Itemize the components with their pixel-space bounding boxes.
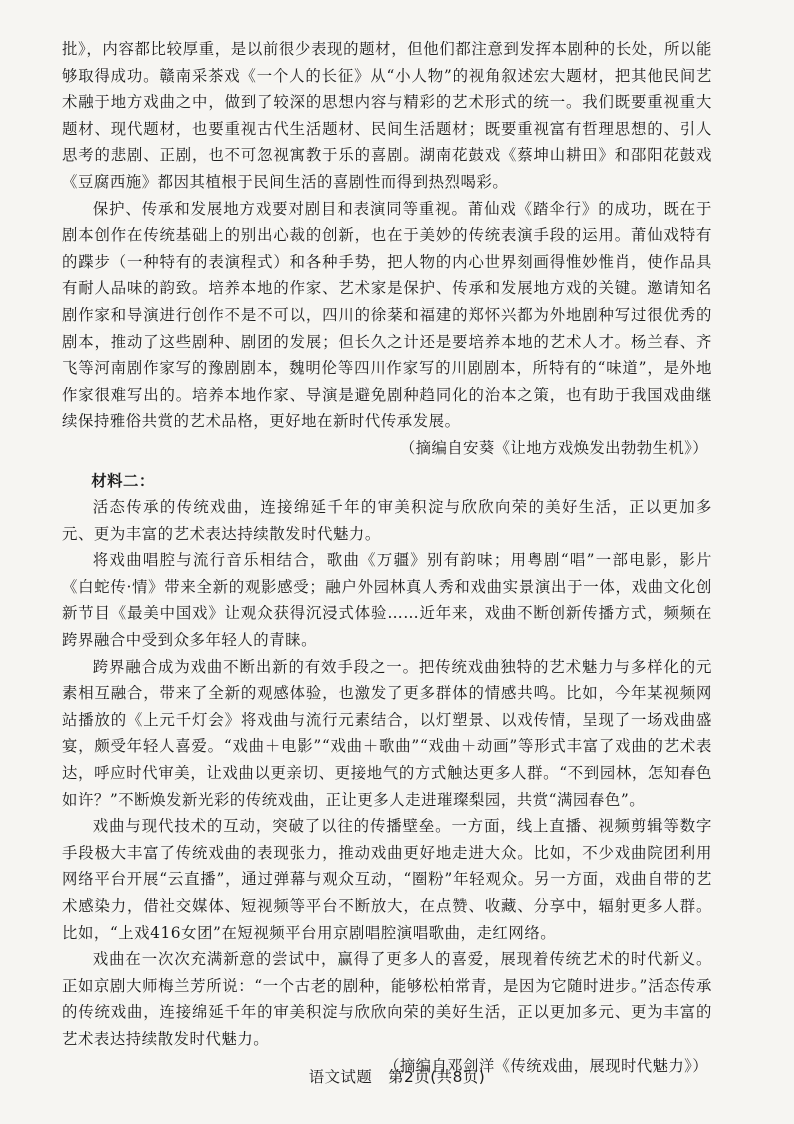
- material2-paragraph-5: 戏曲在一次次充满新意的尝试中，赢得了更多人的喜爱，展现着传统艺术的时代新义。正如京剧大师梅兰芳所说：“一个古老的剧种，能够松柏常青，是因为它随时进步。”活态传承的传统戏曲，连接绵延千年的审美积淀与欣欣向荣的美好生活，正以更加多元、更为丰富的艺术表达持续散发时代魅力。: [62, 950, 712, 1048]
- material1-paragraph-2: 保护、传承和发展地方戏要对剧目和表演同等重视。莆仙戏《踏伞行》的成功，既在于剧本创作在传统基础上的别出心裁的创新，也在于美妙的传统表演手段的运用。莆仙戏特有的蹀步（一种特有的表演程式）和各种手势，把人物的内心世界刻画得惟妙惟肖，使作品具有耐人品味的韵致。培养本地的作家、艺术家是保护、传承和发展地方戏的关键。邀请知名剧作家和导演进行创作不是不可以，四川的徐棻和福建的郑怀兴都为外地剧种写过很优秀的剧本，推动了这些剧种、剧团的发展；但长久之计还是要培养本地的艺术人才。杨兰春、齐飞等河南剧作家写的豫剧剧本，魏明伦等四川作家写的川剧剧本，所特有的“味道”，是外地作家很难写出的。培养本地作家、导演是避免剧种趋同化的治本之策，也有助于我国戏曲继续保持雅俗共赏的艺术品格，更好地在新时代传承发展。: [62, 199, 712, 431]
- material2-paragraph-1: 活态传承的传统戏曲，连接绵延千年的审美积淀与欣欣向荣的美好生活，正以更加多元、更为丰富的艺术表达持续散发时代魅力。: [62, 498, 712, 543]
- material1-source: （摘编自安葵《让地方戏焕发出勃勃生机》）: [399, 438, 708, 457]
- page-footer: 语文试题 第2页(共8页): [308, 1068, 486, 1086]
- material2-paragraph-4: 戏曲与现代技术的互动，突破了以往的传播壁垒。一方面，线上直播、视频剪辑等数字手段极大丰富了传统戏曲的表现张力，推动戏曲更好地走进大众。比如，不少戏曲院团利用网络平台开展“云直播”，通过弹幕与观众互动，“圈粉”年轻观众。另一方面，戏曲自带的艺术感染力，借社交媒体、短视频等平台不断放大，在点赞、收藏、分享中，辐射更多人群。比如，“上戏416女团”在短视频平台用京剧唱腔演唱歌曲，走红网络。: [62, 817, 712, 942]
- material1-paragraph-1: 批》，内容都比较厚重，是以前很少表现的题材，但他们都注意到发挥本剧种的长处，所以能够取得成功。赣南采茶戏《一个人的长征》从“小人物”的视角叙述宏大题材，把其他民间艺术融于地方戏曲之中，做到了较深的思想内容与精彩的艺术形式的统一。我们既要重视重大题材、现代题材，也要重视古代生活题材、民间生活题材；既要重视富有哲理思想的、引人思考的悲剧、正剧，也不可忽视寓教于乐的喜剧。湖南花鼓戏《蔡坤山耕田》和邵阳花鼓戏《豆腐西施》都因其植根于民间生活的喜剧性而得到热烈喝彩。: [62, 40, 712, 191]
- material2-source: （摘编自邓剑洋《传统戏曲，展现时代魅力》）: [384, 1056, 708, 1075]
- material2-paragraph-3: 跨界融合成为戏曲不断出新的有效手段之一。把传统戏曲独特的艺术魅力与多样化的元素相互融合，带来了全新的观感体验，也激发了更多群体的情感共鸣。比如，今年某视频网站播放的《上元千灯会》将戏曲与流行元素结合，以灯塑景、以戏传情，呈现了一场戏曲盛宴，颇受年轻人喜爱。“戏曲＋电影”“戏曲＋歌曲”“戏曲＋动画”等形式丰富了戏曲的艺术表达，呼应时代审美，让戏曲以更亲切、更接地气的方式触达更多人群。“不到园林，怎知春色如许？”不断焕发新光彩的传统戏曲，正让更多人走进璀璨梨园，共赏“满园春色”。: [62, 657, 712, 809]
- material2-paragraph-2: 将戏曲唱腔与流行音乐相结合，歌曲《万疆》别有韵味；用粤剧“唱”一部电影，影片《白蛇传·情》带来全新的观影感受；融户外园林真人秀和戏曲实景演出于一体，戏曲文化创新节目《最美中国戏》让观众获得沉浸式体验……近年来，戏曲不断创新传播方式，频频在跨界融合中受到众多年轻人的青睐。: [62, 551, 712, 650]
- document-page: [62, 36, 712, 1079]
- material2-heading: 材料二：: [91, 471, 155, 490]
